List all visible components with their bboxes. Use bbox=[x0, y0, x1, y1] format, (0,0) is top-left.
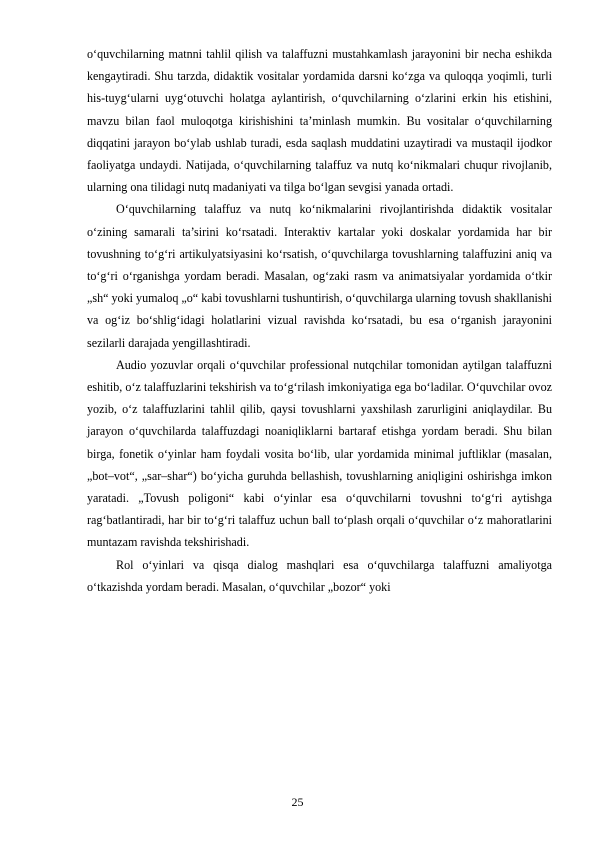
paragraph-didactic-tools: O‘quvchilarning talaffuz va nutq ko‘nikmalarini rivojlantirishda didaktik vositalar o‘zining samarali ta’sirini ko‘rsatadi. Interaktiv kartalar yoki doskalar yordamida har bir tovushning to‘g‘ri artikulyatsiyasini ko‘rsatish, o‘quvchilarga tovushlarning talaffuzini aniq va to‘g‘ri o‘rganishga yordam beradi. Masalan, og‘zaki rasm va animatsiyalar yordamida o‘tkir „sh“ yoki yumaloq „o“ kabi tovushlarni tushuntirish, o‘quvchilarga ularning tovush shakllanishi va og‘iz bo‘shlig‘idagi holatlarini vizual ravishda ko‘rsatadi, bu esa o‘rganish jarayonini sezilarli darajada yengillashtiradi. bbox=[87, 202, 552, 350]
paragraph-continuation: o‘quvchilarning matnni tahlil qilish va talaffuzni mustahkamlash jarayonini bir necha eshikda kengaytiradi. Shu tarzda, didaktik vositalar yordamida darsni ko‘zga va quloqqa yoqimli, turli his-tuyg‘ularni uyg‘otuvchi holatga aylantirish, o‘quvchilarning o‘zlarini erkin his etishini, mavzu bilan faol muloqotga kirishishini ta’minlash mumkin. Bu vositalar o‘quvchilarning diqqatini jarayon bo‘ylab ushlab turadi, esda saqlash muddatini uzaytiradi va mustaqil ijodkor faoliyatga undaydi. Natijada, o‘quvchilarning talaffuz va nutq ko‘nikmalari chuqur rivojlanib, ularning ona tilidagi nutq madaniyati va tilga bo‘lgan sevgisi yanada ortadi. bbox=[87, 47, 552, 195]
paragraph-audio-recordings: Audio yozuvlar orqali o‘quvchilar professional nutqchilar tomonidan aytilgan talaffuzni eshitib, o‘z talaffuzlarini tekshirish va to‘g‘rilash imkoniyatiga ega bo‘ladilar. O‘quvchilar ovoz yozib, o‘z talaffuzlarini tahlil qilib, qaysi tovushlarni yaxshilash zarurligini aniqlaydilar. Bu jarayon o‘quvchilarda talaffuzdagi noaniqliklarni bartaraf etishga yordam beradi. Shu bilan birga, fonetik o‘yinlar ham foydali vosita bo‘lib, ular yordamida minimal juftliklar (masalan, „bot–vot“, „sar–shar“) bo‘yicha guruhda bellashish, tovushlarning aniqligini oshirishga imkon yaratadi. „Tovush poligoni“ kabi o‘yinlar esa o‘quvchilarni tovushni to‘g‘ri aytishga rag‘batlantiradi, har bir to‘g‘ri talaffuz uchun ball to‘plash orqali o‘quvchilar o‘z mahoratlarini muntazam ravishda tekshirishadi. bbox=[87, 357, 552, 550]
body-text bbox=[87, 43, 552, 598]
page-number: 25 bbox=[291, 795, 304, 809]
paragraph-role-play: Rol o‘yinlari va qisqa dialog mashqlari esa o‘quvchilarga talaffuzni amaliyotga o‘tkazishda yordam beradi. Masalan, o‘quvchilar „bozor“ yoki bbox=[87, 557, 552, 594]
